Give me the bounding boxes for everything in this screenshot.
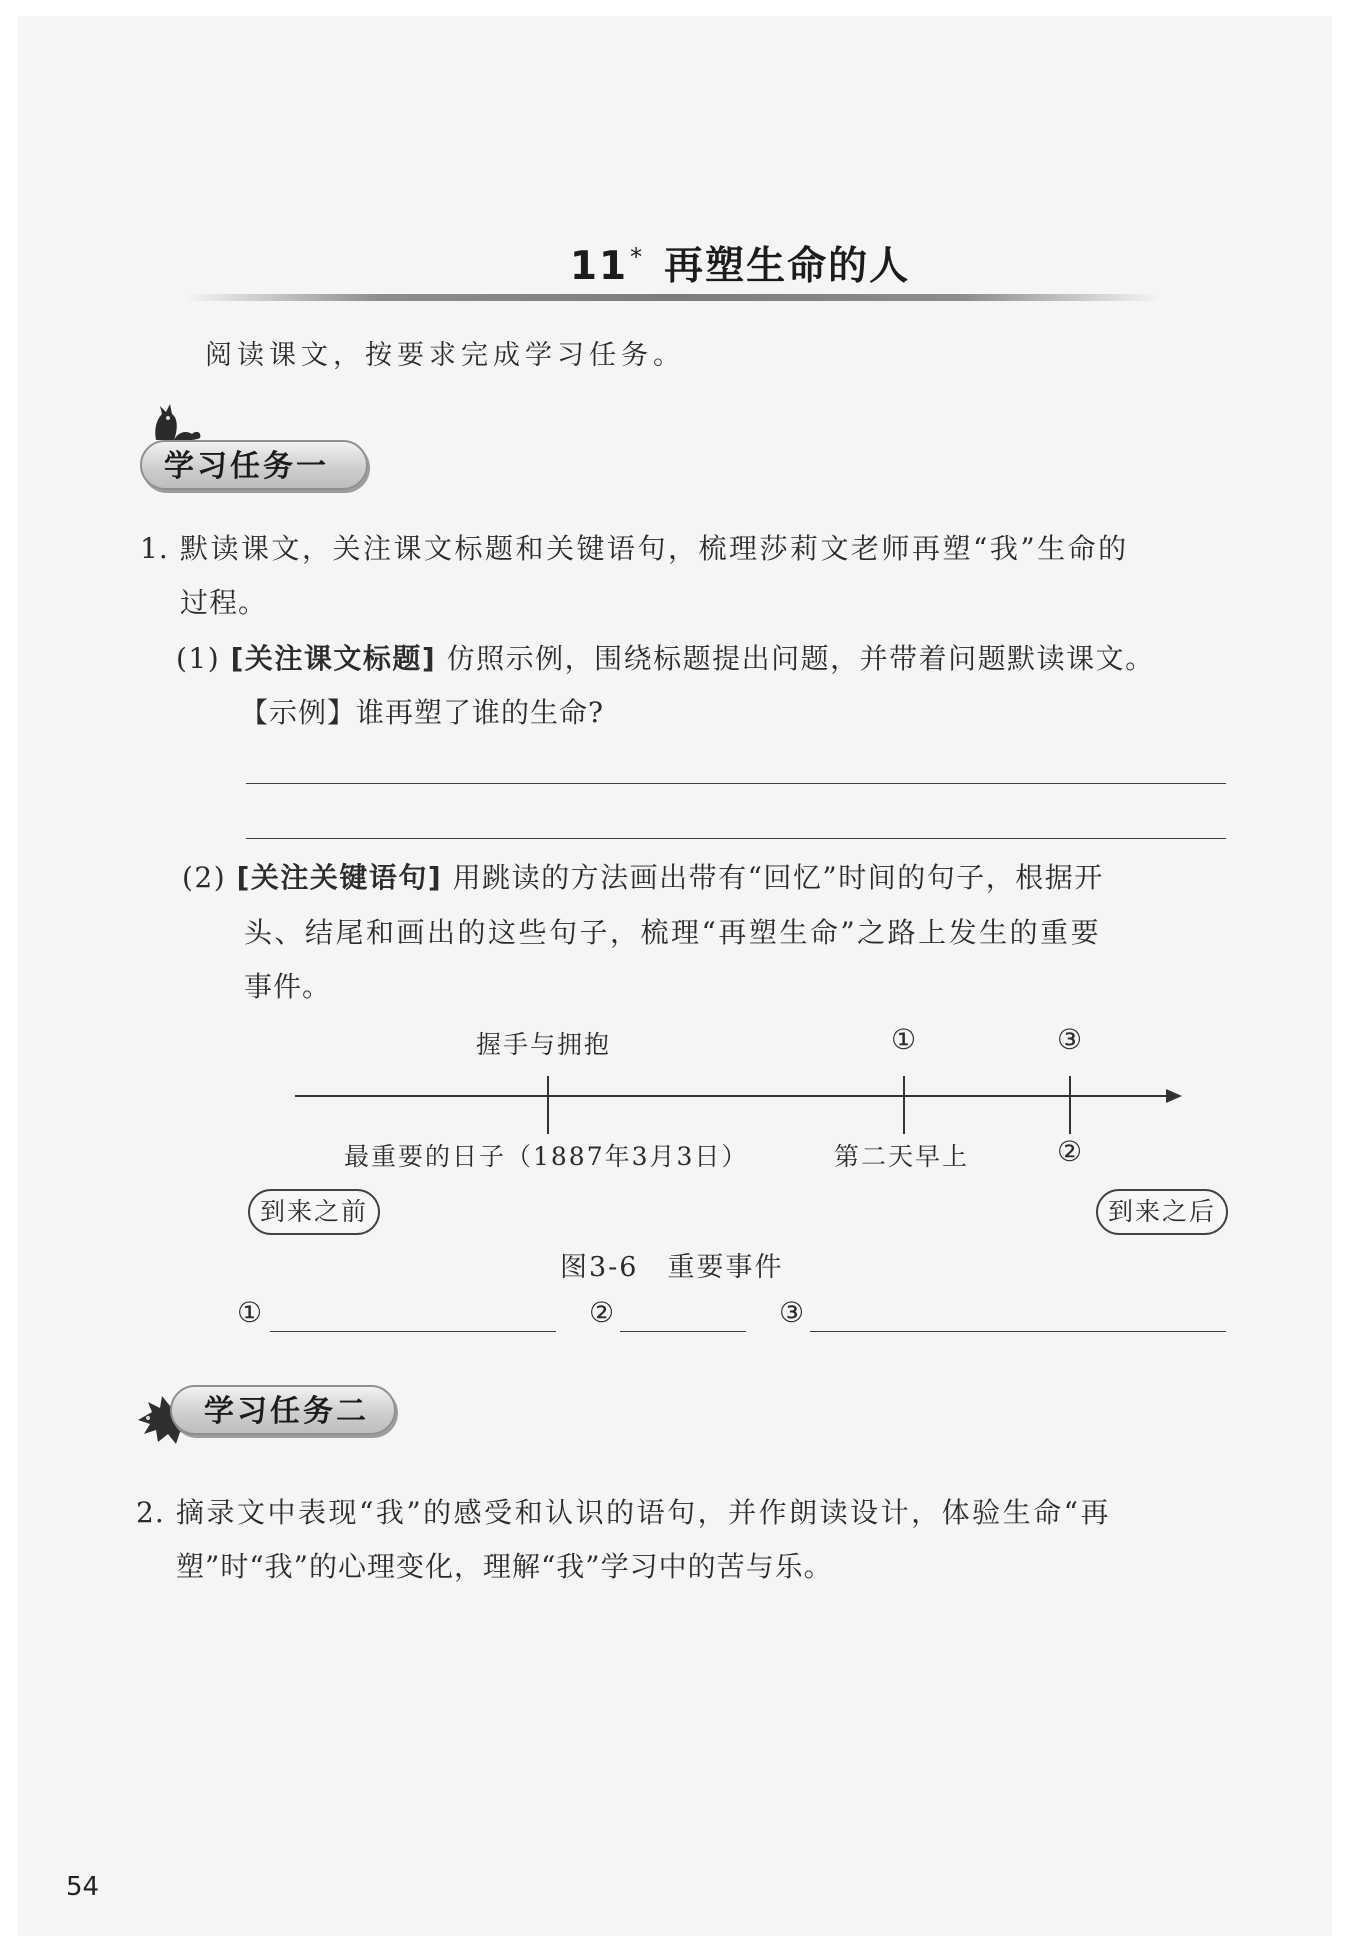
lesson-title: 再塑生命的人: [664, 244, 911, 289]
task2-banner: 学习任务二: [170, 1385, 396, 1435]
example-text: 【示例】谁再塑了谁的生命?: [240, 696, 605, 729]
title-divider: [185, 294, 1160, 301]
sub2-text-1: 用跳读的方法画出带有“回忆”时间的句子，根据开: [452, 861, 1104, 894]
page-number: 54: [66, 1872, 100, 1902]
q1-line1: 默读课文，关注课文标题和关键语句，梳理莎莉文老师再塑“我”生命的: [180, 532, 1129, 565]
timeline-above-2: ①: [891, 1023, 917, 1056]
answer-2-marker: ②: [589, 1296, 615, 1329]
lesson-title-line: [570, 244, 910, 289]
answer-line[interactable]: [246, 838, 1226, 839]
timeline-below-2: 第二天早上: [834, 1142, 970, 1171]
lesson-marker: *: [630, 243, 645, 271]
timeline-end-pill: 到来之后: [1096, 1189, 1228, 1235]
timeline-above-1: 握手与拥抱: [476, 1030, 612, 1059]
answer-1-marker: ①: [237, 1296, 263, 1329]
sub2-line1: [182, 851, 1104, 905]
intro-text: 阅读课文，按要求完成学习任务。: [205, 340, 685, 371]
sub1-label: (1): [176, 642, 221, 675]
answer-3-line[interactable]: [810, 1331, 1226, 1332]
sub2-line2: 头、结尾和画出的这些句子，梳理“再塑生命”之路上发生的重要: [244, 916, 1102, 949]
sub2-bracket: [关注关键语句]: [236, 861, 443, 894]
q1-line2: 过程。: [180, 586, 268, 619]
answer-3-marker: ③: [779, 1296, 805, 1329]
figure-caption: 图3-6 重要事件: [560, 1252, 784, 1283]
q1-number: 1.: [140, 532, 169, 565]
sub1-text: 仿照示例，围绕标题提出问题，并带着问题默读课文。: [446, 642, 1155, 675]
q2-number: 2.: [136, 1496, 165, 1529]
lesson-number: 11: [569, 244, 629, 289]
answer-1-line[interactable]: [270, 1331, 556, 1332]
q2-line2: 塑”时“我”的心理变化，理解“我”学习中的苦与乐。: [176, 1550, 833, 1583]
sub2-label: (2): [182, 861, 227, 894]
lesson-header: [0, 235, 1350, 291]
timeline-above-3: ③: [1057, 1023, 1083, 1056]
answer-2-line[interactable]: [620, 1331, 746, 1332]
timeline-below-3: ②: [1057, 1135, 1083, 1168]
task1-banner: 学习任务一: [140, 440, 368, 490]
timeline-start-pill: 到来之前: [248, 1189, 380, 1235]
timeline-below-1: 最重要的日子（1887年3月3日）: [344, 1142, 749, 1171]
answer-line[interactable]: [246, 783, 1226, 784]
sub1-bracket: [关注课文标题]: [230, 642, 437, 675]
sub2-line3: 事件。: [244, 970, 332, 1003]
q2-line1: 摘录文中表现“我”的感受和认识的语句，并作朗读设计，体验生命“再: [176, 1496, 1111, 1529]
page-background: [18, 16, 1332, 1936]
squirrel-icon: [148, 400, 208, 442]
sub1-line: [176, 632, 1155, 686]
